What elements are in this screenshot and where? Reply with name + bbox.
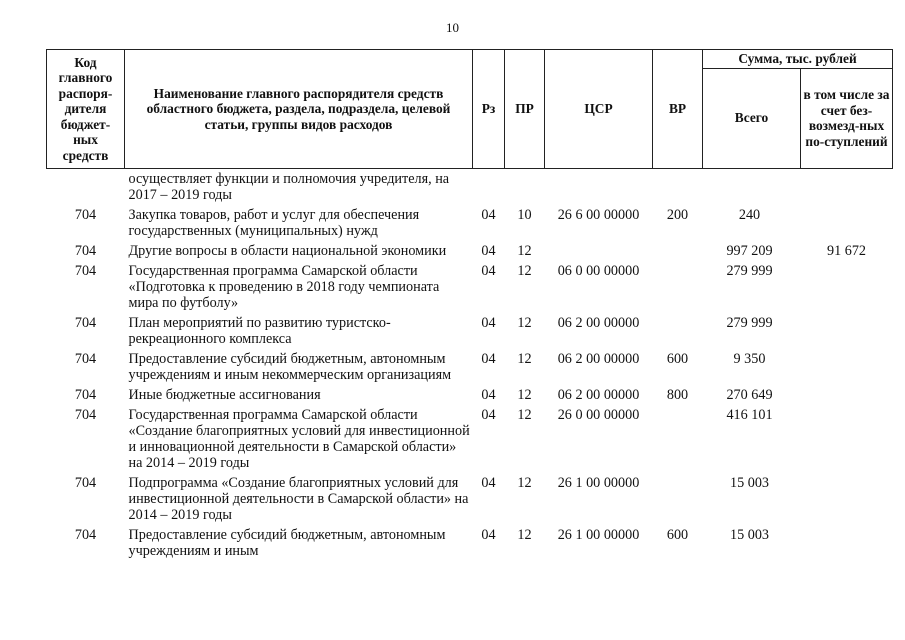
- cell-csr: [545, 168, 653, 205]
- cell-pr: 12: [517, 406, 532, 423]
- cell-code: 704: [74, 242, 97, 259]
- cell-rz: 04: [481, 262, 496, 279]
- cell-code: 704: [74, 314, 97, 331]
- cell-rz: 04: [481, 386, 496, 403]
- cell-code: 704: [74, 474, 97, 491]
- cell-total: 279 999: [726, 314, 773, 331]
- cell-name: Предоставление субсидий бюджетным, автономным учреждениям и иным некоммерческим организациям: [128, 350, 452, 383]
- cell-free: [801, 168, 893, 205]
- cell-vr: 600: [666, 350, 689, 367]
- header-rz: Рз: [473, 50, 505, 169]
- cell-vr: [653, 168, 703, 205]
- cell-pr: 12: [517, 474, 532, 491]
- table-row: [47, 168, 893, 205]
- cell-rz: 04: [481, 206, 496, 223]
- cell-name: Подпрограмма «Создание благоприятных условий для инвестиционной деятельности в Самарской области» на 2014 – 2019 годы: [128, 474, 469, 523]
- cell-free: 91 672: [827, 242, 867, 259]
- table-row: [47, 205, 893, 241]
- cell-total: 240: [738, 206, 761, 223]
- cell-pr: 10: [517, 206, 532, 223]
- table-row: [47, 261, 893, 313]
- cell-code: 704: [74, 206, 97, 223]
- cell-code: 704: [74, 386, 97, 403]
- cell-csr: 26 6 00 00000: [557, 206, 640, 223]
- page-number: 10: [446, 20, 459, 35]
- cell-name: Государственная программа Самарской области «Подготовка к проведению в 2018 году чемпионата мира по футболу»: [128, 262, 440, 311]
- header-csr: ЦСР: [545, 50, 653, 169]
- header-code: Код главного распоря-дителя бюджет-ных средств: [47, 50, 125, 169]
- cell-pr: 12: [517, 262, 532, 279]
- cell-free: [801, 385, 893, 405]
- cell-vr: [653, 261, 703, 313]
- cell-csr: 26 0 00 00000: [557, 406, 640, 423]
- cell-total: 15 003: [729, 526, 769, 543]
- cell-rz: 04: [481, 350, 496, 367]
- cell-vr: [653, 473, 703, 525]
- cell-code: 704: [74, 526, 97, 543]
- cell-free: [801, 313, 893, 349]
- cell-csr: 06 2 00 00000: [557, 386, 640, 403]
- cell-csr: 06 2 00 00000: [557, 314, 640, 331]
- cell-pr: 12: [517, 242, 532, 259]
- cell-csr: 26 1 00 00000: [557, 474, 640, 491]
- header-name: Наименование главного распорядителя средств областного бюджета, раздела, подраздела, целевой статьи, группы видов расходов: [125, 50, 473, 169]
- cell-csr: [545, 241, 653, 261]
- cell-vr: 600: [666, 526, 689, 543]
- cell-vr: [653, 313, 703, 349]
- cell-free: [801, 261, 893, 313]
- cell-name: Предоставление субсидий бюджетным, автономным учреждениям и иным: [128, 526, 446, 559]
- cell-pr: 12: [517, 350, 532, 367]
- cell-code: 704: [74, 350, 97, 367]
- header-total: Всего: [703, 68, 801, 168]
- cell-rz: 04: [481, 314, 496, 331]
- table-row: [47, 405, 893, 473]
- header-pr: ПР: [505, 50, 545, 169]
- cell-rz: 04: [481, 526, 496, 543]
- cell-total: 997 209: [726, 242, 773, 259]
- cell-csr: 26 1 00 00000: [557, 526, 640, 543]
- cell-total: [703, 168, 801, 205]
- cell-name: осуществляет функции и полномочия учредителя, на 2017 – 2019 годы: [128, 170, 450, 203]
- cell-rz: [473, 168, 505, 205]
- cell-name: Иные бюджетные ассигнования: [128, 386, 321, 403]
- cell-pr: 12: [517, 526, 532, 543]
- header-sum-group: Сумма, тыс. рублей: [703, 50, 893, 69]
- cell-name: План мероприятий по развитию туристско-рекреационного комплекса: [128, 314, 391, 347]
- cell-code: 704: [74, 262, 97, 279]
- cell-code: 704: [74, 406, 97, 423]
- cell-rz: 04: [481, 474, 496, 491]
- cell-csr: 06 0 00 00000: [557, 262, 640, 279]
- cell-vr: [653, 405, 703, 473]
- cell-total: 270 649: [726, 386, 773, 403]
- table-row: [47, 385, 893, 405]
- cell-total: 279 999: [726, 262, 773, 279]
- header-vr: ВР: [653, 50, 703, 169]
- cell-name: Государственная программа Самарской области «Создание благоприятных условий для инвестиционной и инновационной деятельности в Самарской области» на 2014 – 2019 годы: [128, 406, 470, 471]
- table-row: [47, 473, 893, 525]
- cell-pr: 12: [517, 314, 532, 331]
- header-incl-free: в том числе за счет без-возмезд-ных по-ступлений: [801, 68, 893, 168]
- cell-total: 15 003: [729, 474, 769, 491]
- table-row: [47, 313, 893, 349]
- table-row: [47, 525, 893, 561]
- table-row: [47, 241, 893, 261]
- cell-free: [801, 205, 893, 241]
- cell-free: [801, 405, 893, 473]
- cell-total: 416 101: [726, 406, 773, 423]
- table-body: [47, 168, 893, 561]
- cell-total: 9 350: [733, 350, 766, 367]
- cell-pr: 12: [517, 386, 532, 403]
- cell-name: Другие вопросы в области национальной экономики: [128, 242, 447, 259]
- cell-free: [801, 349, 893, 385]
- cell-vr: [653, 241, 703, 261]
- cell-vr: 800: [666, 386, 689, 403]
- cell-pr: [505, 168, 545, 205]
- cell-rz: 04: [481, 242, 496, 259]
- table-row: [47, 349, 893, 385]
- cell-free: [801, 473, 893, 525]
- table-header: [47, 50, 893, 169]
- cell-name: Закупка товаров, работ и услуг для обеспечения государственных (муниципальных) нужд: [128, 206, 420, 239]
- budget-table: [46, 49, 893, 561]
- cell-code: [47, 168, 125, 205]
- cell-free: [801, 525, 893, 561]
- cell-csr: 06 2 00 00000: [557, 350, 640, 367]
- cell-vr: 200: [666, 206, 689, 223]
- cell-rz: 04: [481, 406, 496, 423]
